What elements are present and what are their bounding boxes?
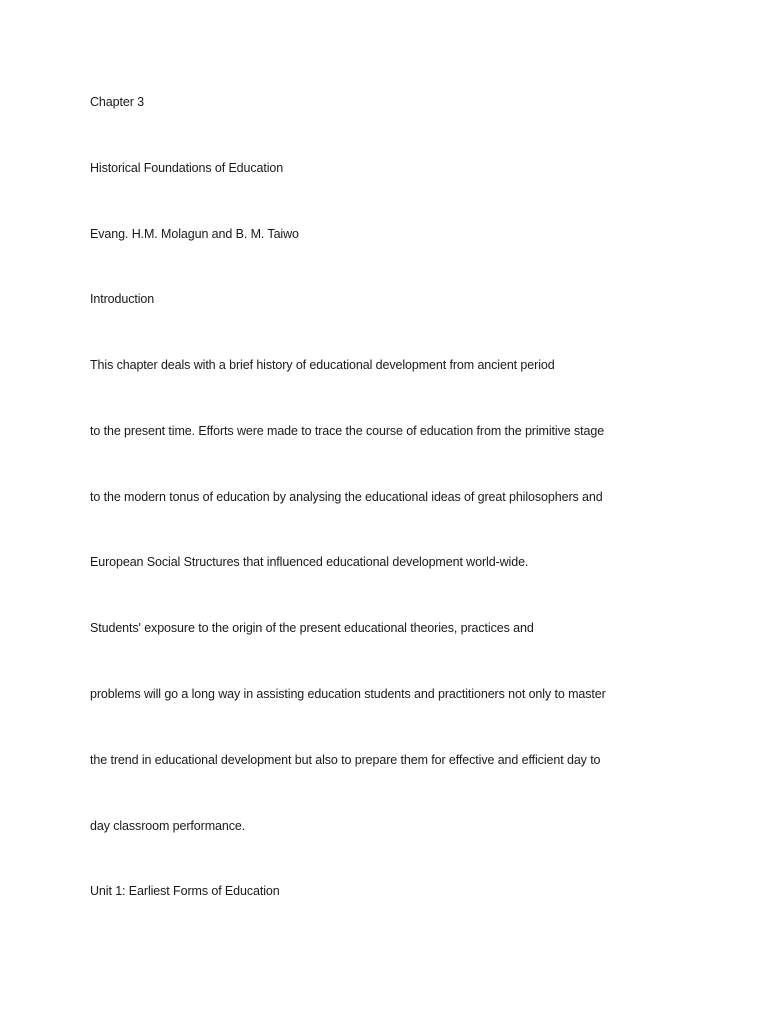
paragraph-line: to the present time. Efforts were made to trace the course of education from the primitive stage	[90, 424, 605, 438]
paragraph-line: day classroom performance.	[90, 819, 246, 833]
unit-heading: Unit 1: Earliest Forms of Education	[90, 884, 280, 898]
chapter-title: Historical Foundations of Education	[90, 161, 284, 175]
authors-line: Evang. H.M. Molagun and B. M. Taiwo	[90, 227, 299, 241]
paragraph-line: the trend in educational development but also to prepare them for effective and efficient day to	[90, 753, 601, 767]
paragraph-line: problems will go a long way in assisting education students and practitioners not only to master	[90, 687, 606, 701]
chapter-label: Chapter 3	[90, 95, 144, 109]
paragraph-line: to the modern tonus of education by analysing the educational ideas of great philosophers and	[90, 490, 603, 504]
section-heading: Introduction	[90, 292, 155, 306]
paragraph-line: European Social Structures that influenced educational development world-wide.	[90, 555, 529, 569]
paragraph-line: This chapter deals with a brief history of educational development from ancient period	[90, 358, 555, 372]
paragraph-line: Students' exposure to the origin of the present educational theories, practices and	[90, 621, 534, 635]
